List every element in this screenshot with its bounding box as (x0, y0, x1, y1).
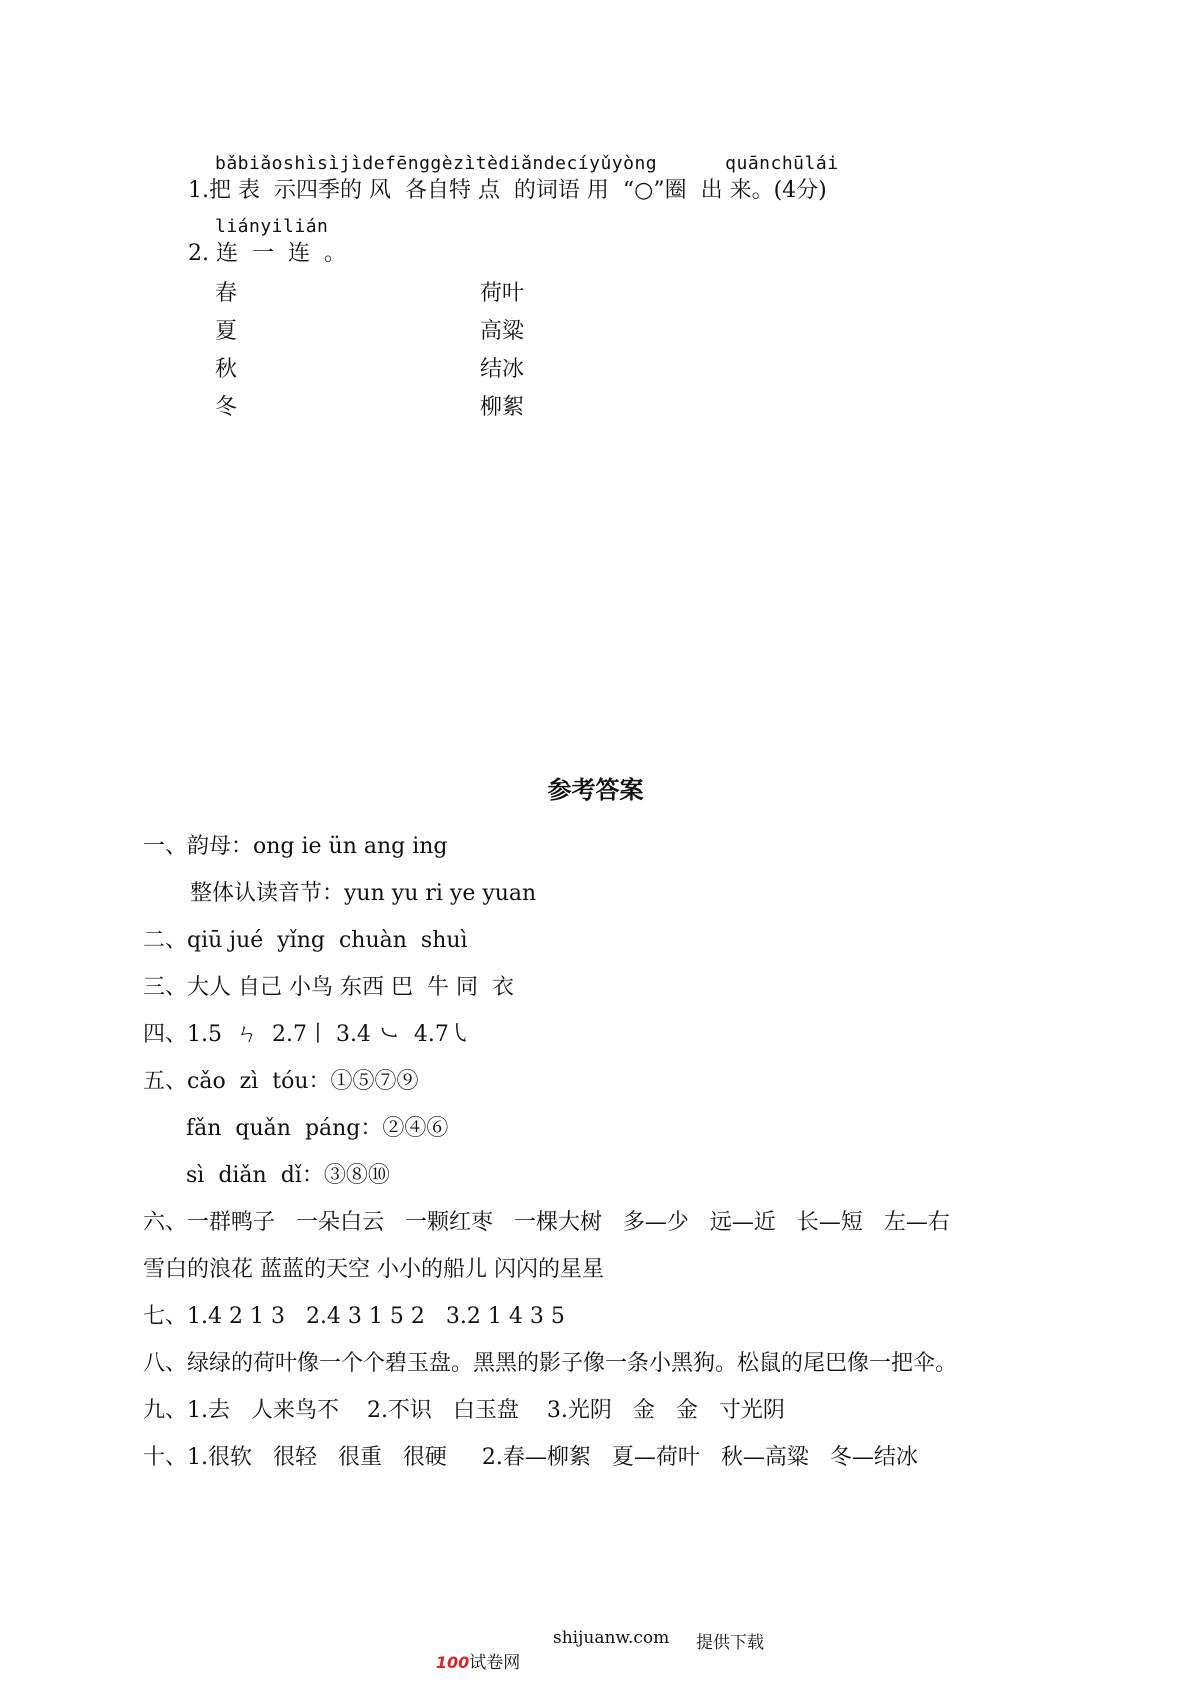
question2-text: 2. 连 一 连 。 (188, 241, 346, 266)
answer-line: 三、大人 自己 小鸟 东西 巴 牛 同 衣 (143, 975, 514, 1000)
answer-line: 六、一群鸭子 一朵白云 一颗红枣 一棵大树 多—少 远—近 长—短 左—右 (143, 1210, 950, 1235)
match-left-item: 秋 (215, 357, 238, 382)
answer-line: 一、韵母：ong ie ün ang ing (143, 834, 448, 859)
match-left-item: 冬 (215, 395, 238, 420)
answer-line: 八、绿绿的荷叶像一个个碧玉盘。黑黑的影子像一条小黑狗。松鼠的尾巴像一把伞。 (143, 1351, 958, 1376)
answer-line: fǎn quǎn páng：②④⑥ (186, 1116, 449, 1141)
answer-line: 整体认读音节：yun yu ri ye yuan (190, 881, 537, 906)
match-left-item: 夏 (215, 319, 238, 344)
answer-line: 五、cǎo zì tóu：①⑤⑦⑨ (143, 1069, 419, 1094)
question2-pinyin: liányilián (215, 216, 329, 237)
answer-line: 七、1.4 2 1 3 2.4 3 1 5 2 3.2 1 4 3 5 (143, 1304, 565, 1329)
match-right-item: 高粱 (480, 319, 525, 344)
answer-line: 九、1.去 人来鸟不 2.不识 白玉盘 3.光阴 金 金 寸光阴 (143, 1398, 785, 1423)
match-left-item: 春 (215, 281, 238, 306)
answer-line: 十、1.很软 很轻 很重 很硬 2.春—柳絮 夏—荷叶 秋—高粱 冬—结冰 (143, 1445, 918, 1470)
match-right-item: 柳絮 (480, 395, 525, 420)
match-right-item: 荷叶 (480, 281, 525, 306)
match-right-item: 结冰 (480, 357, 525, 382)
question1-pinyin: bǎbiǎoshìsìjìdefēnggèzìtèdiǎndecíyǔyòng quānchūlái (215, 153, 839, 174)
footer-logo (425, 1628, 520, 1673)
answer-line: 四、1.5 ㄣ 2.7丨 3.4 ㇃ 4.7㇂ (143, 1022, 471, 1047)
logo-text: 试卷网 (469, 1653, 521, 1673)
footer-download-text: 提供下载 (696, 1633, 764, 1653)
question1-text: 1.把 表 示四季的 风 各自特 点 的词语 用 “○”圈 出 来。(4分) (188, 178, 827, 203)
logo-number: 100 (435, 1653, 470, 1672)
answer-line: sì diǎn dǐ：③⑧⑩ (186, 1163, 390, 1188)
footer-site: shijuanw.com (553, 1628, 670, 1648)
answer-line: 雪白的浪花 蓝蓝的天空 小小的船儿 闪闪的星星 (143, 1257, 604, 1282)
answer-line: 二、qiū jué yǐng chuàn shuì (143, 928, 468, 953)
answers-title: 参考答案 (547, 775, 644, 804)
